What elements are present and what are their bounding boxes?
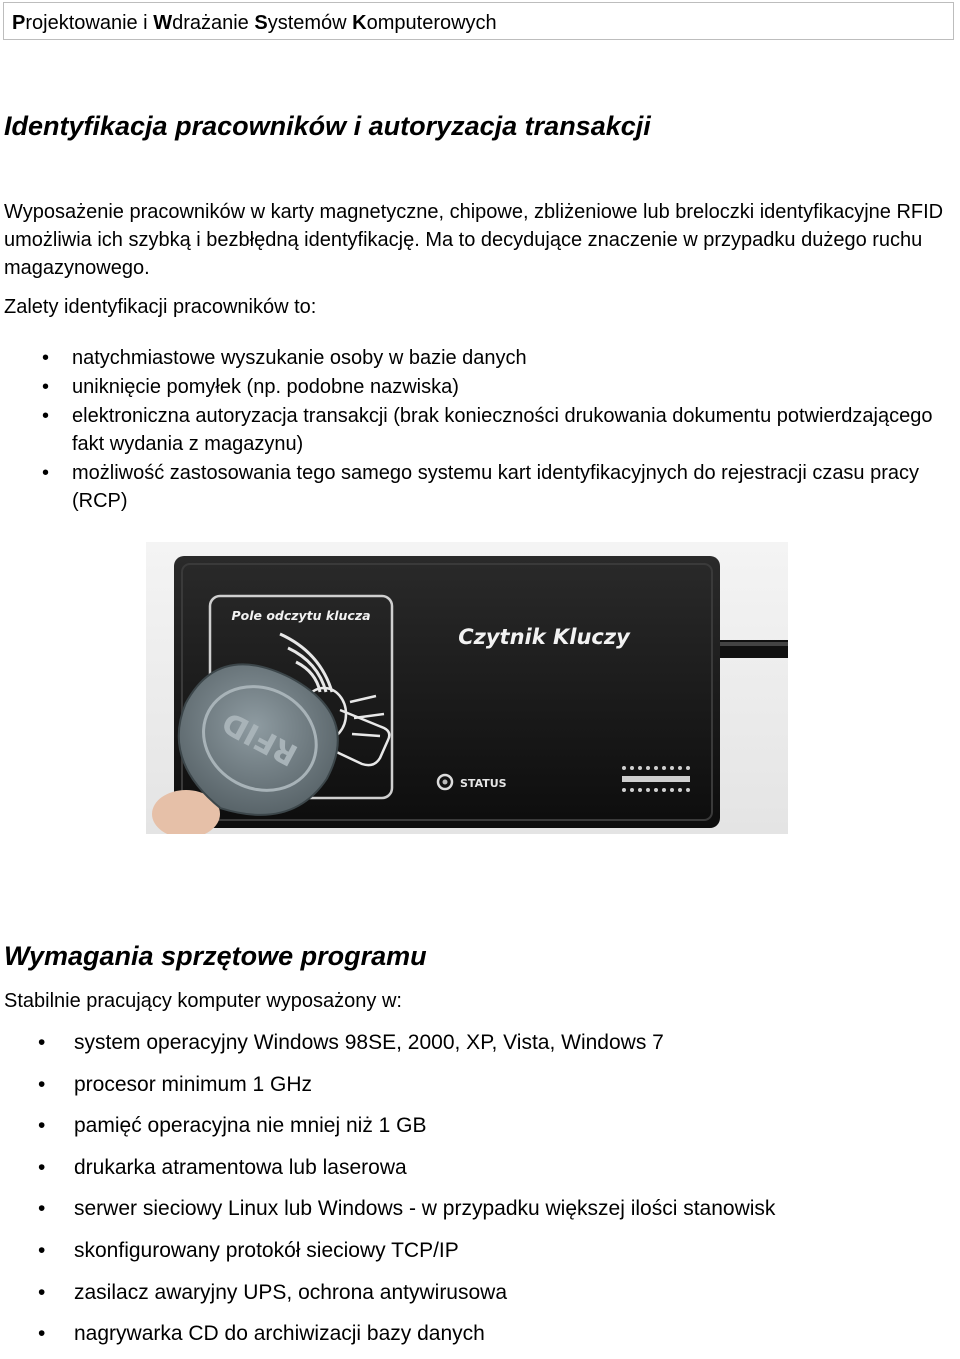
identification-paragraph: Wyposażenie pracowników w karty magnetyczne, chipowe, zbliżeniowe lub breloczki identyfikacyjne RFID umożliwia ich szybką i bezbłędną identyfikację. Ma to decydujące znaczenie w przypadku dużego ruchu magazynowego. xyxy=(4,201,944,279)
list-item xyxy=(0,373,956,401)
header-cap-2: W xyxy=(153,12,173,34)
list-item-text: elektroniczna autoryzacja transakcji (brak konieczności drukowania dokumentu potwierdzającego fakt wydania z magazynu) xyxy=(72,405,933,455)
rfid-reader-photo xyxy=(146,542,788,834)
requirements-intro: Stabilnie pracujący komputer wyposażony w: xyxy=(4,990,402,1012)
bullet: • xyxy=(38,1031,46,1054)
bullet: • xyxy=(38,1197,46,1221)
list-item xyxy=(0,1026,956,1060)
fob-label: RFID xyxy=(216,703,304,773)
list-item xyxy=(0,1151,956,1185)
header-cap-3: S xyxy=(254,12,268,34)
list-item-text: system operacyjny Windows 98SE, 2000, XP, Vista, Windows 7 xyxy=(74,1031,664,1054)
list-item xyxy=(0,1068,956,1102)
bullet: • xyxy=(42,462,50,484)
list-item-text: drukarka atramentowa lub laserowa xyxy=(74,1155,407,1179)
list-item-text: skonfigurowany protokół sieciowy TCP/IP xyxy=(74,1238,459,1262)
page-header xyxy=(3,2,954,40)
bullet: • xyxy=(42,347,50,369)
advantages-intro: Zalety identyfikacji pracowników to: xyxy=(4,296,317,318)
brand-logo-icon xyxy=(622,766,690,792)
bullet: • xyxy=(42,405,50,427)
bullet: • xyxy=(38,1322,46,1346)
list-item xyxy=(0,459,956,515)
list-item xyxy=(0,1234,956,1268)
list-item-text: zasilacz awaryjny UPS, ochrona antywirusowa xyxy=(74,1280,508,1304)
list-item-text: uniknięcie pomyłek (np. podobne nazwiska) xyxy=(72,376,459,398)
list-item-text: procesor minimum 1 GHz xyxy=(74,1072,313,1096)
list-item-text: nagrywarka CD do archiwizacji bazy danych xyxy=(74,1322,485,1346)
list-item xyxy=(0,402,956,458)
header-cap-1: P xyxy=(12,12,26,34)
list-item xyxy=(0,1109,956,1143)
list-item xyxy=(0,344,956,372)
section-heading-requirements: Wymagania sprzętowe programu xyxy=(4,941,427,971)
bullet: • xyxy=(38,1280,46,1304)
list-item-text: serwer sieciowy Linux lub Windows - w przypadku większej ilości stanowisk xyxy=(74,1197,776,1221)
list-item xyxy=(0,1317,956,1351)
header-rest-1: rojektowanie i xyxy=(25,12,154,34)
header-cap-4: K xyxy=(352,12,367,34)
requirements-list xyxy=(0,1026,956,1359)
list-item-text: możliwość zastosowania tego samego systemu kart identyfikacyjnych do rejestracji czasu pracy (RCP) xyxy=(72,462,920,512)
list-item-text: pamięć operacyjna nie mniej niż 1 GB xyxy=(74,1114,427,1138)
advantages-list xyxy=(0,344,956,516)
list-item xyxy=(0,1192,956,1226)
bullet: • xyxy=(38,1155,46,1179)
header-rest-4: omputerowych xyxy=(366,12,497,34)
bullet: • xyxy=(42,376,50,398)
section-heading-identification: Identyfikacja pracowników i autoryzacja transakcji xyxy=(4,111,651,141)
header-title xyxy=(12,11,497,35)
header-rest-3: ystemów xyxy=(267,12,353,34)
list-item-text: natychmiastowe wyszukanie osoby w bazie danych xyxy=(72,347,527,369)
read-field-label: Pole odczytu klucza xyxy=(231,608,371,623)
list-item xyxy=(0,1276,956,1310)
header-rest-2: drażanie xyxy=(172,12,255,34)
status-label: STATUS xyxy=(460,777,507,790)
bullet: • xyxy=(38,1114,46,1138)
reader-title: Czytnik Kluczy xyxy=(458,625,630,649)
bullet: • xyxy=(38,1072,46,1096)
bullet: • xyxy=(38,1238,46,1262)
